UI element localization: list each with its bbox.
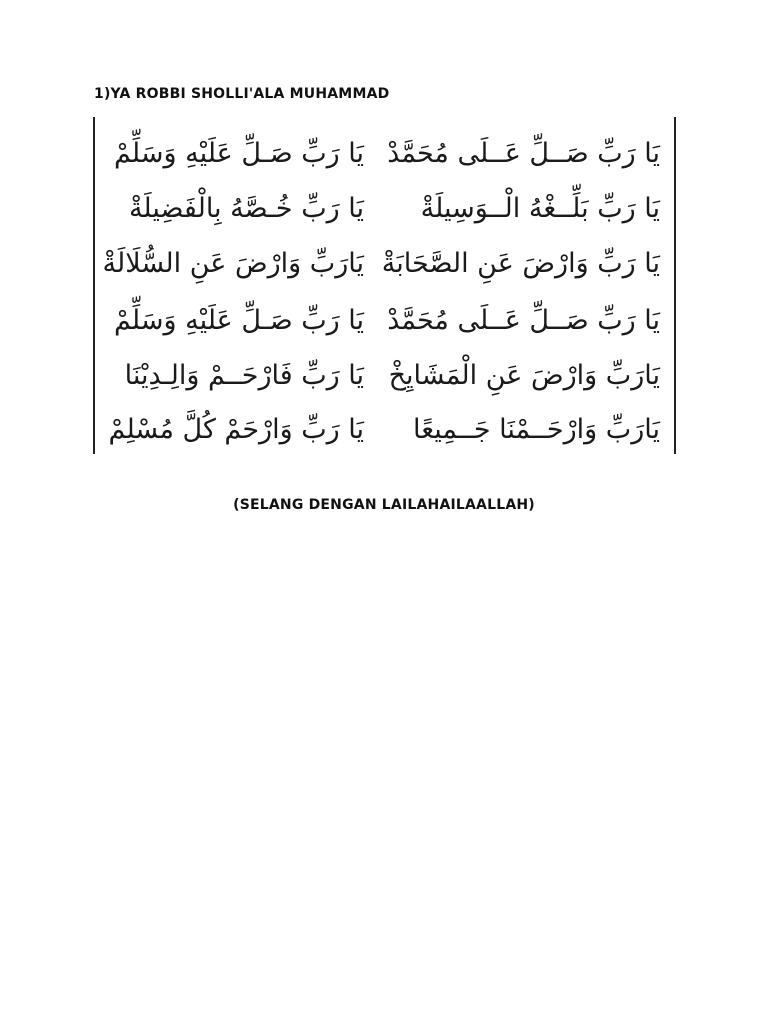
verse-right: يَا رَبِّ بَلِّــغْهُ الْــوَسِيلَةْ	[420, 192, 660, 224]
poem-row	[95, 180, 674, 236]
poem-row	[95, 292, 674, 348]
verse-left: يَا رَبِّ وَارْحَمْ كُلَّ مُسْلِمْ	[108, 413, 364, 445]
poem-image	[93, 117, 676, 454]
page-heading: 1)YA ROBBI SHOLLI'ALA MUHAMMAD	[94, 86, 390, 102]
verse-right: يَا رَبِّ وَارْضَ عَنِ الصَّحَابَةْ	[381, 247, 660, 279]
verse-left: يَا رَبِّ صَـلِّ عَلَيْهِ وَسَلِّمْ	[113, 137, 364, 169]
verse-right: يَا رَبِّ صَــلِّ عَــلَى مُحَمَّدْ	[387, 137, 660, 169]
poem-row	[95, 235, 674, 291]
poem-row	[95, 347, 674, 403]
verse-left: يَا رَبِّ خُـصَّهُ بِالْفَضِيلَةْ	[128, 192, 364, 224]
poem-row	[95, 401, 674, 457]
verse-right: يَارَبِّ وَارْضَ عَنِ الْمَشَايِخْ	[388, 359, 660, 391]
verse-right: يَارَبِّ وَارْحَــمْنَا جَــمِيعًا	[413, 413, 660, 445]
verse-left: يَا رَبِّ صَـلِّ عَلَيْهِ وَسَلِّمْ	[113, 304, 364, 336]
verse-left: يَا رَبِّ فَارْحَــمْ وَالِـدِيْنَا	[124, 359, 364, 391]
verse-right: يَا رَبِّ صَــلِّ عَــلَى مُحَمَّدْ	[387, 304, 660, 336]
poem-row	[95, 125, 674, 181]
footer-note: (SELANG DENGAN LAILAHAILAALLAH)	[233, 497, 535, 513]
verse-left: يَارَبِّ وَارْضَ عَنِ السُّلَالَةْ	[102, 247, 364, 279]
